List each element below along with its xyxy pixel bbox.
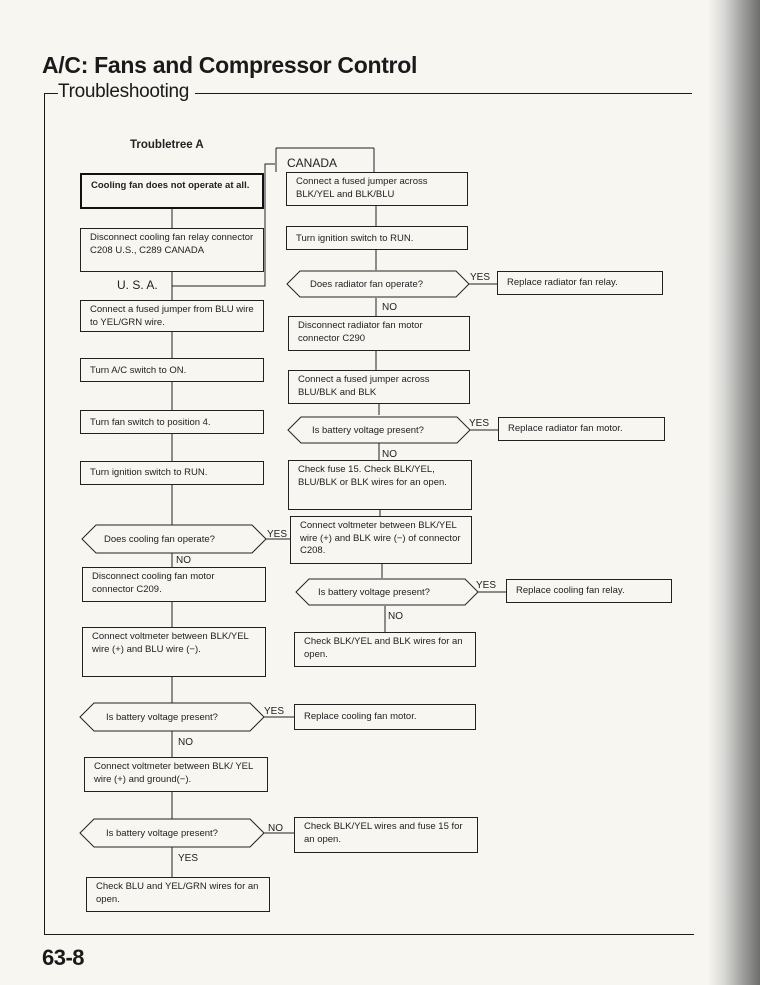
right-jumper-box: Connect a fused jumper across BLK/YEL and BLK/BLU (286, 172, 468, 206)
left-voltmeter1-box: Connect voltmeter between BLK/YEL wire (+) and BLU wire (−). (82, 627, 266, 677)
q-radfan-text: Does radiator fan operate? (310, 279, 424, 290)
disconnect-rad-box: Disconnect radiator fan motor connector C290 (288, 316, 470, 351)
replace-rad-relay-box: Replace radiator fan relay. (497, 271, 663, 295)
replace-cooling-motor-box: Replace cooling fan motor. (294, 704, 476, 730)
q-fan-yes: YES (267, 529, 288, 540)
disconnect-motor-box: Disconnect cooling fan motor connector C209. (82, 567, 266, 602)
right-q-batt1-yes: YES (469, 418, 490, 429)
left-ign-run-box: Turn ignition switch to RUN. (80, 461, 264, 485)
left-q-batt1-yes: YES (264, 706, 285, 717)
left-q-batt2-no: NO (268, 823, 283, 834)
check-wires-box: Check BLK/YEL and BLK wires for an open. (294, 632, 476, 667)
right-voltmeter-box: Connect voltmeter between BLK/YEL wire (+) and BLK wire (−) of connector C208. (290, 516, 472, 564)
page-title: A/C: Fans and Compressor Control (42, 52, 418, 78)
right-q-batt1-no: NO (382, 449, 397, 460)
section-subtitle: Troubleshooting (58, 81, 195, 103)
q-radfan-yes: YES (470, 272, 491, 283)
check-fuse-open-box: Check BLK/YEL wires and fuse 15 for an open. (294, 817, 478, 853)
right-q-batt1-text: Is battery voltage present? (312, 425, 424, 436)
left-jumper-box: Connect a fused jumper from BLU wire to YEL/GRN wire. (80, 300, 264, 332)
q-fan-text: Does cooling fan operate? (104, 534, 215, 545)
right-ign-run-box: Turn ignition switch to RUN. (286, 226, 468, 250)
ac-on-box: Turn A/C switch to ON. (80, 358, 264, 382)
right-jumper2-box: Connect a fused jumper across BLU/BLK and BLK (288, 370, 470, 404)
disconnect-relay-box: Disconnect cooling fan relay connector C208 U.S., C289 CANADA (80, 228, 264, 272)
q-radfan-no: NO (382, 302, 397, 313)
left-q-batt1-no: NO (178, 737, 193, 748)
right-q-batt2-text: Is battery voltage present? (318, 587, 430, 598)
replace-rad-motor-box: Replace radiator fan motor. (498, 417, 665, 441)
check-blu-box: Check BLU and YEL/GRN wires for an open. (86, 877, 270, 912)
replace-cool-relay-box: Replace cooling fan relay. (506, 579, 672, 603)
right-q-batt2-no: NO (388, 611, 403, 622)
usa-label: U. S. A. (117, 278, 158, 292)
q-fan-no: NO (176, 555, 191, 566)
fan-pos4-box: Turn fan switch to position 4. (80, 410, 264, 434)
start-box: Cooling fan does not operate at all. (80, 173, 264, 209)
page-number: 63-8 (42, 945, 85, 970)
troubletree-label: Troubletree A (130, 139, 204, 151)
check-fuse-box: Check fuse 15. Check BLK/YEL, BLU/BLK or BLK wires for an open. (288, 460, 472, 510)
left-q-batt2-yes: YES (178, 853, 199, 864)
left-voltmeter2-box: Connect voltmeter between BLK/ YEL wire (+) and ground(−). (84, 757, 268, 792)
left-q-batt2-text: Is battery voltage present? (106, 828, 218, 839)
canada-label: CANADA (287, 156, 338, 170)
left-q-batt1-text: Is battery voltage present? (106, 712, 218, 723)
right-q-batt2-yes: YES (476, 580, 497, 591)
